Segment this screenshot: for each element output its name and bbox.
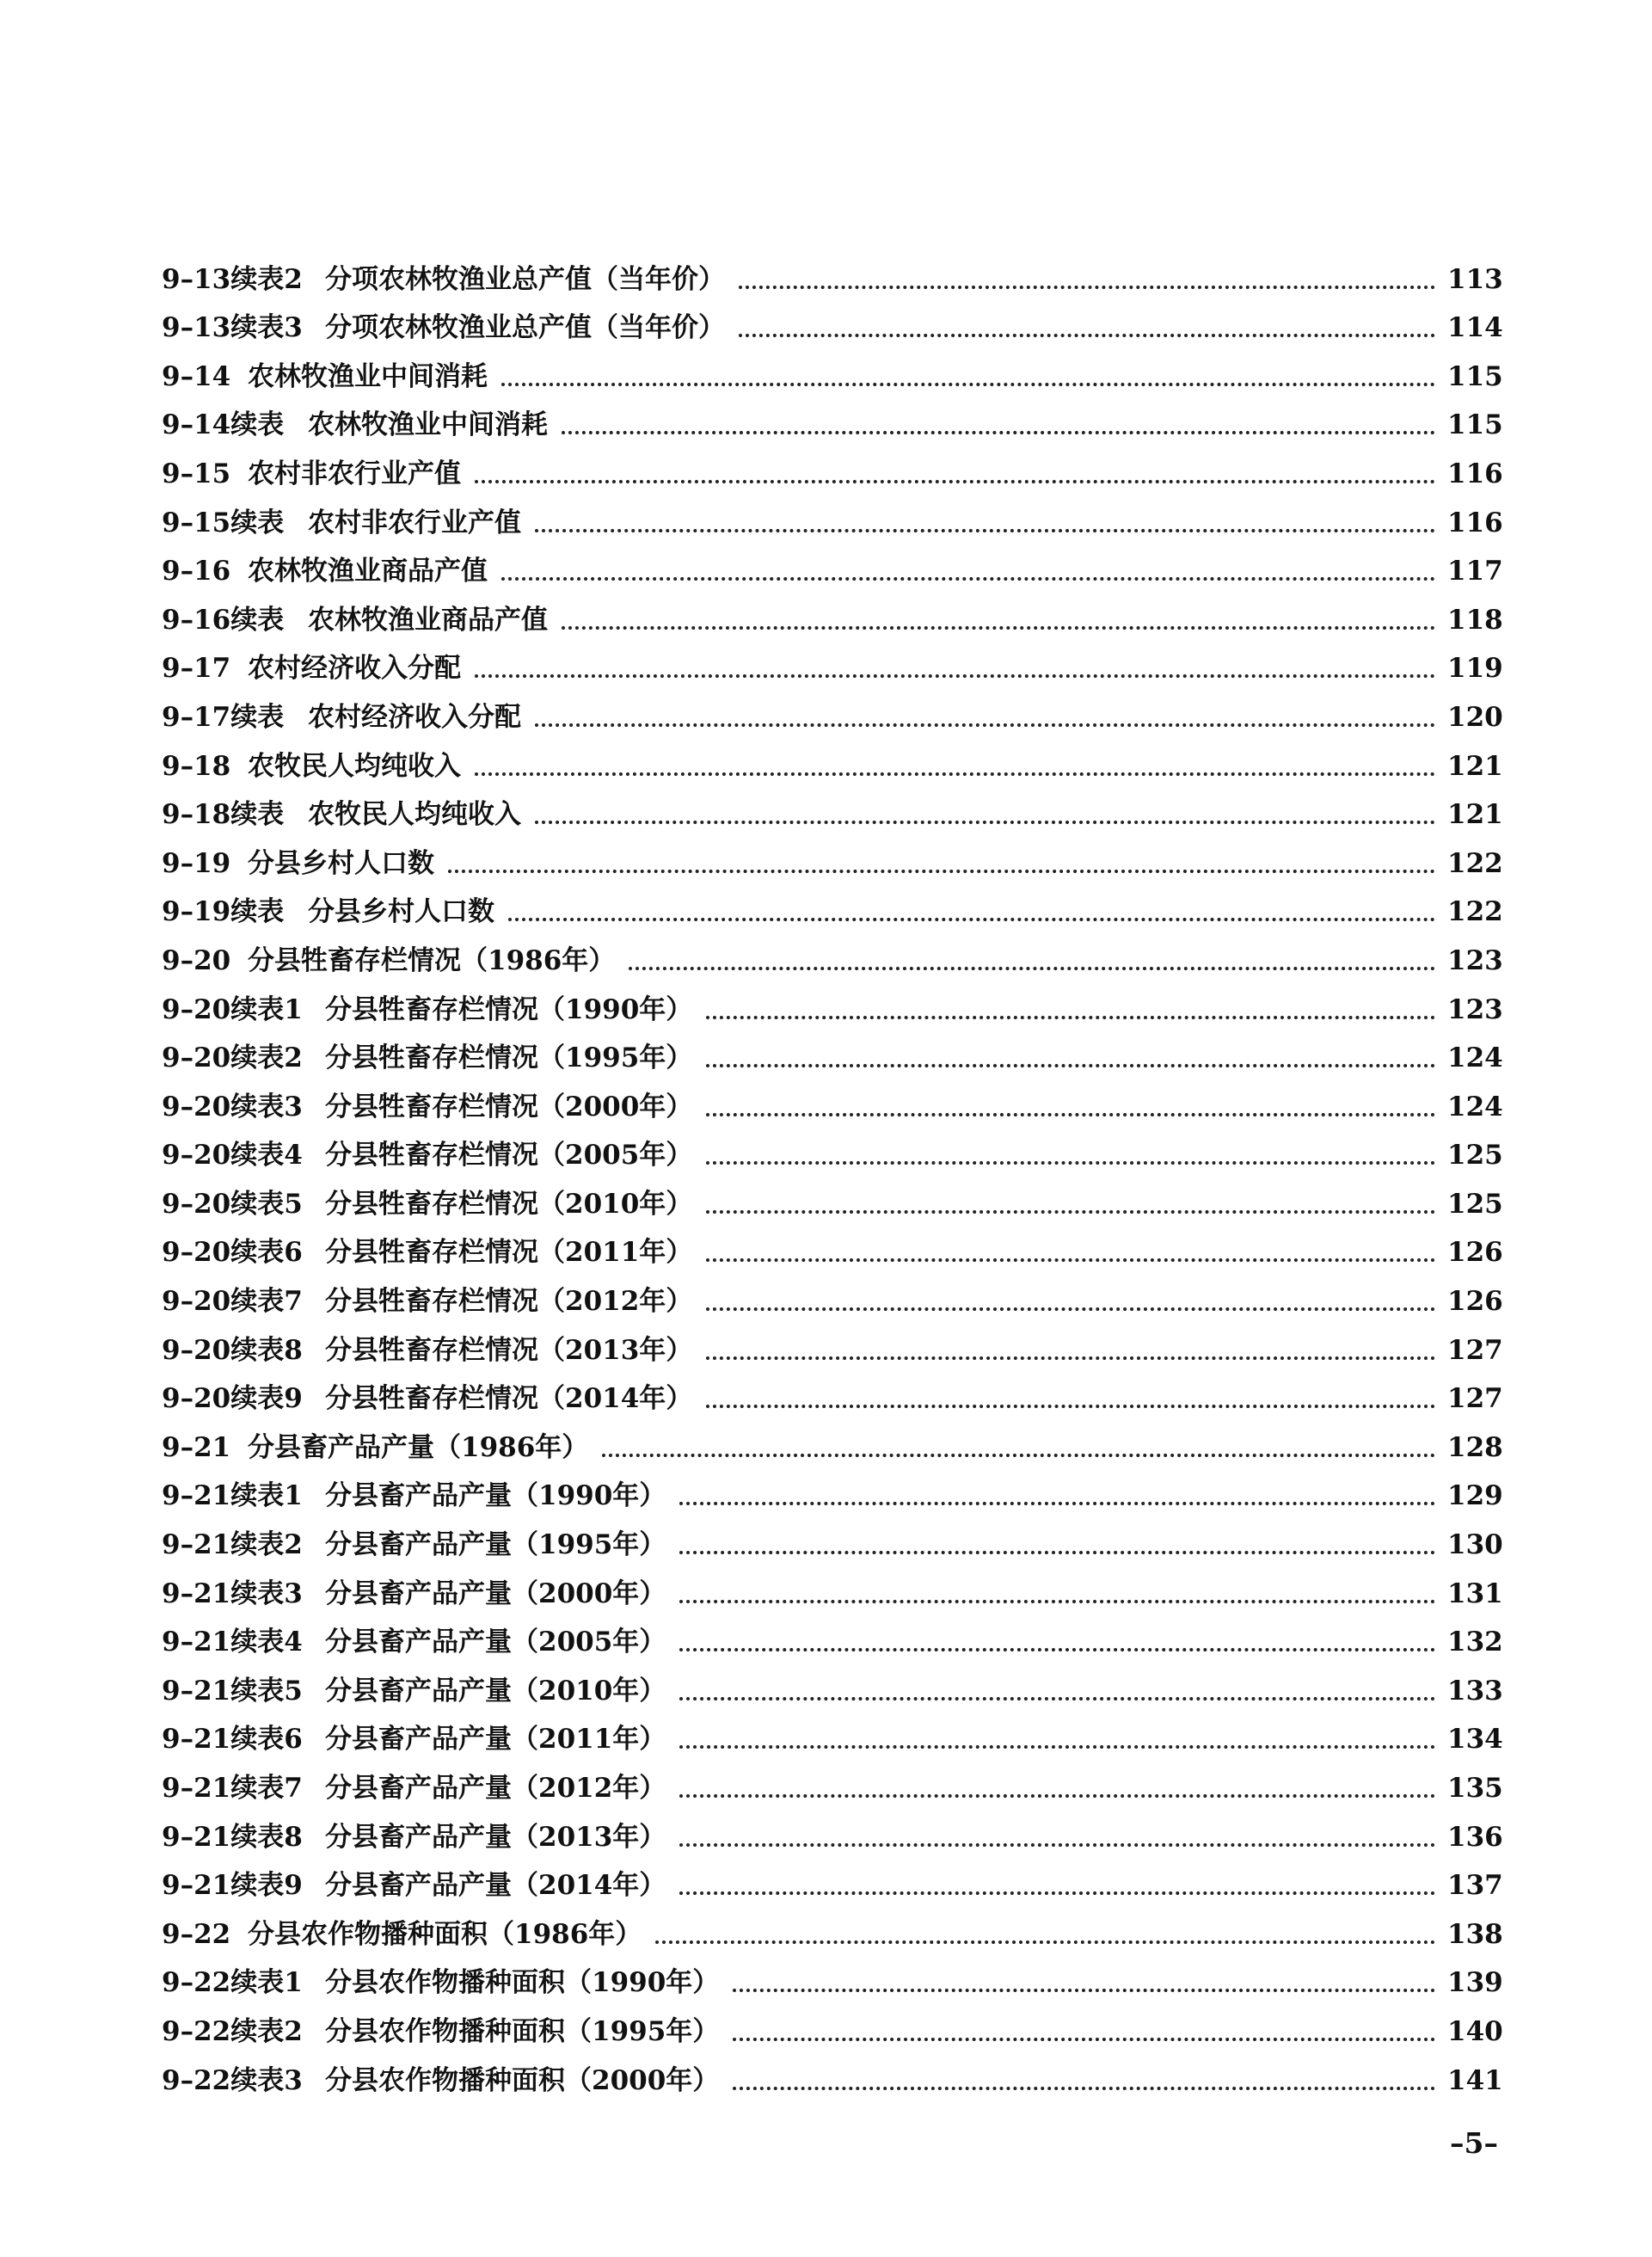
dot-leader: [535, 723, 1435, 727]
toc-entry[interactable]: [162, 1756, 1503, 1805]
dot-leader: [679, 1843, 1435, 1847]
dot-leader: [706, 1161, 1435, 1165]
toc-entry-page: 123: [1447, 993, 1503, 1025]
toc-entry-title: 分县牲畜存栏情况（1990年）: [325, 993, 693, 1025]
toc-entry[interactable]: [162, 784, 1503, 833]
toc-entry-title: 分县农作物播种面积（1986年）: [248, 1918, 642, 1950]
toc-entry[interactable]: [162, 1805, 1503, 1854]
toc-entry-title: 分县畜产品产量（1995年）: [325, 1529, 666, 1561]
toc-entry-page: 116: [1447, 458, 1503, 489]
dot-leader: [733, 2087, 1435, 2090]
dot-leader: [508, 918, 1435, 921]
toc-entry-code: 9–21续表6: [162, 1724, 303, 1756]
toc-entry-page: 124: [1447, 1091, 1503, 1122]
toc-entry-title: 农牧民人均纯收入: [248, 750, 461, 782]
toc-entry-title: 分县牲畜存栏情况（2010年）: [325, 1188, 693, 1220]
toc-entry-code: 9–21续表5: [162, 1675, 303, 1707]
dot-leader: [706, 1016, 1435, 1019]
toc-entry[interactable]: [162, 1513, 1503, 1562]
dot-leader: [679, 1794, 1435, 1798]
toc-entry-code: 9–21续表2: [162, 1529, 303, 1561]
toc-entry-page: 126: [1447, 1286, 1503, 1318]
toc-entry[interactable]: [162, 1368, 1503, 1417]
toc-entry-code: 9–20续表6: [162, 1237, 303, 1269]
dot-leader: [535, 529, 1435, 532]
toc-entry-code: 9–15: [162, 458, 231, 489]
toc-entry-page: 114: [1447, 312, 1503, 344]
toc-entry-title: 分县牲畜存栏情况（2000年）: [325, 1091, 693, 1122]
dot-leader: [562, 626, 1435, 630]
toc-entry[interactable]: [162, 1708, 1503, 1757]
toc-entry-page: 131: [1447, 1577, 1503, 1609]
toc-entry-code: 9–20续表9: [162, 1383, 303, 1415]
dot-leader: [475, 674, 1435, 678]
toc-entry-page: 115: [1447, 409, 1503, 441]
toc-entry-page: 130: [1447, 1529, 1503, 1561]
toc-entry-page: 135: [1447, 1773, 1503, 1804]
dot-leader: [501, 577, 1435, 581]
toc-entry-code: 9–21续表3: [162, 1577, 303, 1609]
toc-entry-page: 126: [1447, 1237, 1503, 1269]
toc-entry-code: 9–22续表2: [162, 2015, 303, 2047]
dot-leader: [448, 870, 1435, 873]
toc-entry-title: 分县牲畜存栏情况（2013年）: [325, 1334, 693, 1366]
toc-entry-code: 9–20续表5: [162, 1188, 303, 1220]
toc-entry-title: 农村非农行业产值: [308, 507, 521, 538]
toc-entry-code: 9–20续表3: [162, 1091, 303, 1122]
toc-entry[interactable]: [162, 491, 1503, 540]
toc-entry-title: 分县畜产品产量（1990年）: [325, 1480, 666, 1512]
dot-leader: [679, 1745, 1435, 1749]
toc-entry-title: 分县畜产品产量（1986年）: [248, 1431, 589, 1463]
toc-entry[interactable]: [162, 929, 1503, 978]
toc-entry-page: 115: [1447, 360, 1503, 392]
toc-entry[interactable]: [162, 588, 1503, 637]
dot-leader: [679, 1600, 1435, 1603]
toc-entry[interactable]: [162, 1124, 1503, 1173]
toc-entry-title: 分县畜产品产量（2011年）: [325, 1724, 666, 1756]
toc-entry-page: 128: [1447, 1431, 1503, 1463]
toc-entry-page: 141: [1447, 2064, 1503, 2096]
dot-leader: [629, 967, 1435, 970]
toc-entry[interactable]: [162, 1270, 1503, 1319]
toc-entry-code: 9–21续表7: [162, 1773, 303, 1804]
toc-entry-code: 9–20续表7: [162, 1286, 303, 1318]
dot-leader: [501, 383, 1435, 386]
toc-entry[interactable]: [162, 1075, 1503, 1124]
toc-entry[interactable]: [162, 345, 1503, 394]
toc-entry[interactable]: [162, 1562, 1503, 1611]
toc-entry-code: 9–21续表1: [162, 1480, 303, 1512]
dot-leader: [679, 1697, 1435, 1700]
toc-entry-code: 9–22续表1: [162, 1967, 303, 1999]
toc-entry[interactable]: [162, 1319, 1503, 1368]
toc-entry-code: 9–18: [162, 750, 231, 782]
toc-entry[interactable]: [162, 297, 1503, 346]
page-number: –5–: [1450, 2126, 1498, 2160]
dot-leader: [706, 1307, 1435, 1311]
toc-entry[interactable]: [162, 1659, 1503, 1708]
toc-entry[interactable]: [162, 442, 1503, 491]
dot-leader: [706, 1258, 1435, 1262]
toc-entry-title: 分县农作物播种面积（1995年）: [325, 2015, 720, 2047]
toc-entry-page: 134: [1447, 1724, 1503, 1756]
toc-entry-code: 9–14: [162, 360, 231, 392]
toc-entry-title: 分县畜产品产量（2010年）: [325, 1675, 666, 1707]
toc-entry-page: 124: [1447, 1042, 1503, 1074]
toc-entry-title: 分县农作物播种面积（2000年）: [325, 2064, 720, 2096]
dot-leader: [679, 1502, 1435, 1505]
toc-entry-page: 137: [1447, 1870, 1503, 1902]
toc-entry-code: 9–18续表: [162, 799, 285, 831]
dot-leader: [706, 1210, 1435, 1214]
toc-entry[interactable]: [162, 1952, 1503, 2001]
toc-entry-code: 9–17续表: [162, 701, 285, 733]
toc-entry-page: 140: [1447, 2015, 1503, 2047]
toc-entry[interactable]: [162, 1172, 1503, 1221]
toc-entry[interactable]: [162, 1416, 1503, 1465]
toc-entry-page: 113: [1447, 263, 1503, 295]
toc-entry[interactable]: [162, 832, 1503, 881]
dot-leader: [706, 1113, 1435, 1116]
toc-entry-title: 分县畜产品产量（2013年）: [325, 1821, 666, 1853]
toc-entry[interactable]: [162, 2000, 1503, 2049]
dot-leader: [733, 2038, 1435, 2041]
toc-entry-code: 9–16续表: [162, 604, 285, 636]
toc-entry-code: 9–21续表9: [162, 1870, 303, 1902]
dot-leader: [535, 821, 1435, 824]
toc-entry[interactable]: [162, 637, 1503, 686]
toc-entry-code: 9–13续表2: [162, 263, 303, 295]
dot-leader: [562, 431, 1435, 434]
toc-entry-page: 123: [1447, 944, 1503, 976]
toc-entry-title: 分县畜产品产量（2000年）: [325, 1577, 666, 1609]
toc-entry-page: 125: [1447, 1188, 1503, 1220]
toc-entry-title: 农林牧渔业中间消耗: [248, 360, 488, 392]
dot-leader: [706, 1405, 1435, 1408]
toc-entry-code: 9–20续表2: [162, 1042, 303, 1074]
toc-entry-code: 9–21续表8: [162, 1821, 303, 1853]
toc-entry-page: 119: [1447, 653, 1503, 685]
toc-entry-page: 127: [1447, 1383, 1503, 1415]
toc-entry-title: 农村经济收入分配: [308, 701, 521, 733]
toc-entry[interactable]: [162, 1611, 1503, 1660]
dot-leader: [679, 1648, 1435, 1651]
toc-entry[interactable]: [162, 1221, 1503, 1270]
toc-entry-page: 122: [1447, 847, 1503, 879]
toc-entry-title: 分县畜产品产量（2014年）: [325, 1870, 666, 1902]
toc-entry[interactable]: [162, 1854, 1503, 1903]
dot-leader: [475, 480, 1435, 483]
dot-leader: [706, 1356, 1435, 1360]
toc-entry-title: 分县牲畜存栏情况（2011年）: [325, 1237, 693, 1269]
toc-entry-page: 136: [1447, 1821, 1503, 1853]
toc-entry[interactable]: [162, 1903, 1503, 1952]
toc-entry-title: 农牧民人均纯收入: [308, 799, 521, 831]
toc-entry[interactable]: [162, 248, 1503, 297]
toc-entry-code: 9–13续表3: [162, 312, 303, 344]
toc-entry-page: 121: [1447, 750, 1503, 782]
toc-entry[interactable]: [162, 1027, 1503, 1076]
toc-entry-title: 农林牧渔业商品产值: [248, 556, 488, 587]
toc-entry-page: 116: [1447, 507, 1503, 538]
toc-entry[interactable]: [162, 2049, 1503, 2098]
toc-entry-title: 分项农林牧渔业总产值（当年价）: [325, 312, 725, 344]
toc-entry-code: 9–22续表3: [162, 2064, 303, 2096]
toc-entry-page: 120: [1447, 701, 1503, 733]
toc-entry-title: 分县牲畜存栏情况（1986年）: [248, 944, 616, 976]
toc-entry-code: 9–17: [162, 653, 231, 685]
toc-entry-code: 9–20: [162, 944, 231, 976]
toc-entry[interactable]: [162, 735, 1503, 784]
toc-entry-code: 9–19: [162, 847, 231, 879]
toc-entry-title: 农林牧渔业商品产值: [308, 604, 548, 636]
toc-entry-page: 132: [1447, 1627, 1503, 1658]
toc-entry-page: 122: [1447, 896, 1503, 928]
toc-entry[interactable]: [162, 978, 1503, 1027]
toc-entry[interactable]: [162, 881, 1503, 930]
toc-entry-page: 117: [1447, 556, 1503, 587]
toc-entry-title: 分县乡村人口数: [248, 847, 434, 879]
dot-leader: [475, 772, 1435, 776]
toc-entry-title: 农村非农行业产值: [248, 458, 461, 489]
toc-entry-page: 133: [1447, 1675, 1503, 1707]
toc-entry-title: 农村经济收入分配: [248, 653, 461, 685]
toc-entry-title: 分项农林牧渔业总产值（当年价）: [325, 263, 725, 295]
toc-entry[interactable]: [162, 1465, 1503, 1514]
toc-entry-title: 分县畜产品产量（2012年）: [325, 1773, 666, 1804]
toc-entry-title: 分县牲畜存栏情况（2012年）: [325, 1286, 693, 1318]
toc-entry-code: 9–14续表: [162, 409, 285, 441]
toc-entry-title: 分县乡村人口数: [308, 896, 494, 928]
toc-entry-page: 139: [1447, 1967, 1503, 1999]
toc-entry-title: 分县农作物播种面积（1990年）: [325, 1967, 720, 1999]
dot-leader: [733, 1989, 1435, 1992]
toc-entry-page: 127: [1447, 1334, 1503, 1366]
dot-leader: [655, 1940, 1435, 1944]
toc-entry-page: 129: [1447, 1480, 1503, 1512]
toc-entry-title: 分县牲畜存栏情况（2005年）: [325, 1140, 693, 1172]
toc-entry-title: 分县牲畜存栏情况（2014年）: [325, 1383, 693, 1415]
dot-leader: [602, 1454, 1435, 1457]
toc-entry-page: 138: [1447, 1918, 1503, 1950]
dot-leader: [679, 1551, 1435, 1554]
toc-entry[interactable]: [162, 394, 1503, 443]
toc-entry-code: 9–20续表8: [162, 1334, 303, 1366]
toc-entry-code: 9–19续表: [162, 896, 285, 928]
toc-entry[interactable]: [162, 540, 1503, 589]
toc-entry-title: 分县牲畜存栏情况（1995年）: [325, 1042, 693, 1074]
toc-entry-page: 118: [1447, 604, 1503, 636]
toc-entry-code: 9–16: [162, 556, 231, 587]
dot-leader: [739, 286, 1435, 289]
toc-entry-code: 9–15续表: [162, 507, 285, 538]
toc-entry-code: 9–20续表1: [162, 993, 303, 1025]
toc-entry[interactable]: [162, 686, 1503, 735]
toc-entry-page: 125: [1447, 1140, 1503, 1172]
toc-entry-code: 9–21续表4: [162, 1627, 303, 1658]
dot-leader: [679, 1891, 1435, 1895]
table-of-contents: [162, 248, 1503, 2098]
toc-entry-code: 9–22: [162, 1918, 231, 1950]
dot-leader: [706, 1064, 1435, 1067]
toc-entry-page: 121: [1447, 799, 1503, 831]
toc-entry-title: 分县畜产品产量（2005年）: [325, 1627, 666, 1658]
toc-entry-code: 9–21: [162, 1431, 231, 1463]
toc-entry-title: 农林牧渔业中间消耗: [308, 409, 548, 441]
toc-entry-code: 9–20续表4: [162, 1140, 303, 1172]
dot-leader: [739, 334, 1435, 337]
